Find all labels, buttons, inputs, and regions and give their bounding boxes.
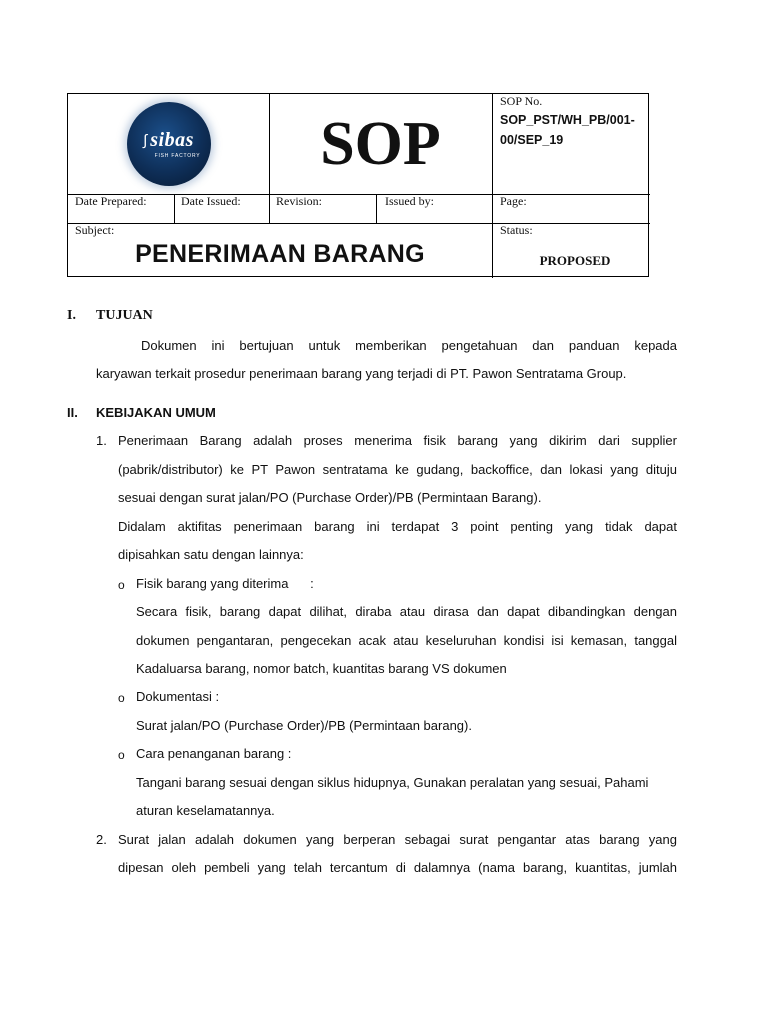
date-issued-label: Date Issued: (181, 194, 241, 208)
fish-icon: ∫ (143, 132, 148, 149)
table-rule (68, 194, 650, 195)
sub-point-line: aturan keselamatannya. (136, 803, 275, 818)
list-number: 2. (96, 832, 107, 847)
list-item-line: dipisahkan satu dengan lainnya: (118, 547, 304, 562)
sub-point-line: Kadaluarsa barang, nomor batch, kuantitas barang VS dokumen (136, 661, 507, 676)
sop-header-table (67, 93, 649, 277)
paragraph-line: karyawan terkait prosedur penerimaan barang yang terjadi di PT. Pawon Sentratama Group. (96, 366, 627, 381)
sub-point-line: Secara fisik, barang dapat dilihat, diraba atau dirasa dan dapat dibandingkan dengan (136, 604, 677, 619)
list-item-line: sesuai dengan surat jalan/PO (Purchase Order)/PB (Permintaan Barang). (118, 490, 542, 505)
sub-point-title: Fisik barang yang diterima : (136, 576, 314, 591)
paragraph-line: Dokumen ini bertujuan untuk memberikan pengetahuan dan panduan kepada (141, 338, 677, 353)
logo-cell (68, 94, 269, 194)
sop-number-label: SOP No. (500, 94, 543, 108)
table-rule (174, 194, 175, 223)
issued-by-label: Issued by: (385, 194, 434, 208)
bullet-marker: o (118, 691, 125, 705)
sub-point-line: Tangani barang sesuai dengan siklus hidupnya, Gunakan peralatan yang sesuai, Pahami (136, 775, 649, 790)
document-title: SOP (320, 109, 441, 178)
status-value: PROPOSED (539, 253, 611, 268)
bullet-marker: o (118, 748, 125, 762)
company-logo (127, 102, 211, 186)
section-number: I. (67, 308, 76, 323)
subject-label: Subject: (75, 223, 115, 237)
list-item-line: Surat jalan adalah dokumen yang berperan sebagai surat pengantar atas barang yang (118, 832, 677, 847)
bullet-marker: o (118, 578, 125, 592)
status-label: Status: (500, 223, 533, 237)
sop-number-value: SOP_PST/WH_PB/001-00/SEP_19 (500, 113, 635, 147)
logo-subtitle: FISH FACTORY (154, 153, 201, 159)
date-prepared-label: Date Prepared: (75, 194, 147, 208)
section-number: II. (67, 405, 78, 420)
table-rule (68, 223, 650, 224)
sub-point-line: dokumen pengantaran, pengecekan acak atau keseluruhan kondisi isi kemasan, tanggal (136, 633, 677, 648)
sub-point-line: Surat jalan/PO (Purchase Order)/PB (Permintaan barang). (136, 718, 472, 733)
list-item-line: Didalam aktifitas penerimaan barang ini terdapat 3 point penting yang tidak dapat (118, 519, 677, 534)
list-item-line: (pabrik/distributor) ke PT Pawon sentratama ke gudang, backoffice, dan lokasi yang dituju (118, 462, 677, 477)
table-rule (376, 194, 377, 223)
revision-label: Revision: (276, 194, 323, 208)
page-label: Page: (500, 194, 527, 208)
list-number: 1. (96, 433, 107, 448)
list-item-line: Penerimaan Barang adalah proses menerima fisik barang yang dikirim dari supplier (118, 433, 677, 448)
sub-point-title: Dokumentasi : (136, 689, 220, 704)
sop-number-cell (500, 94, 650, 150)
logo-brand: sibas (150, 129, 194, 151)
sub-point-title: Cara penanganan barang : (136, 746, 292, 761)
section-title: TUJUAN (96, 308, 153, 323)
list-item-line: dipesan oleh pembeli yang telah tercantum di dalamnya (nama barang, kuantitas, jumlah (118, 860, 677, 875)
section-title: KEBIJAKAN UMUM (96, 405, 216, 420)
subject-value: PENERIMAAN BARANG (135, 240, 425, 268)
table-rule (492, 94, 493, 278)
